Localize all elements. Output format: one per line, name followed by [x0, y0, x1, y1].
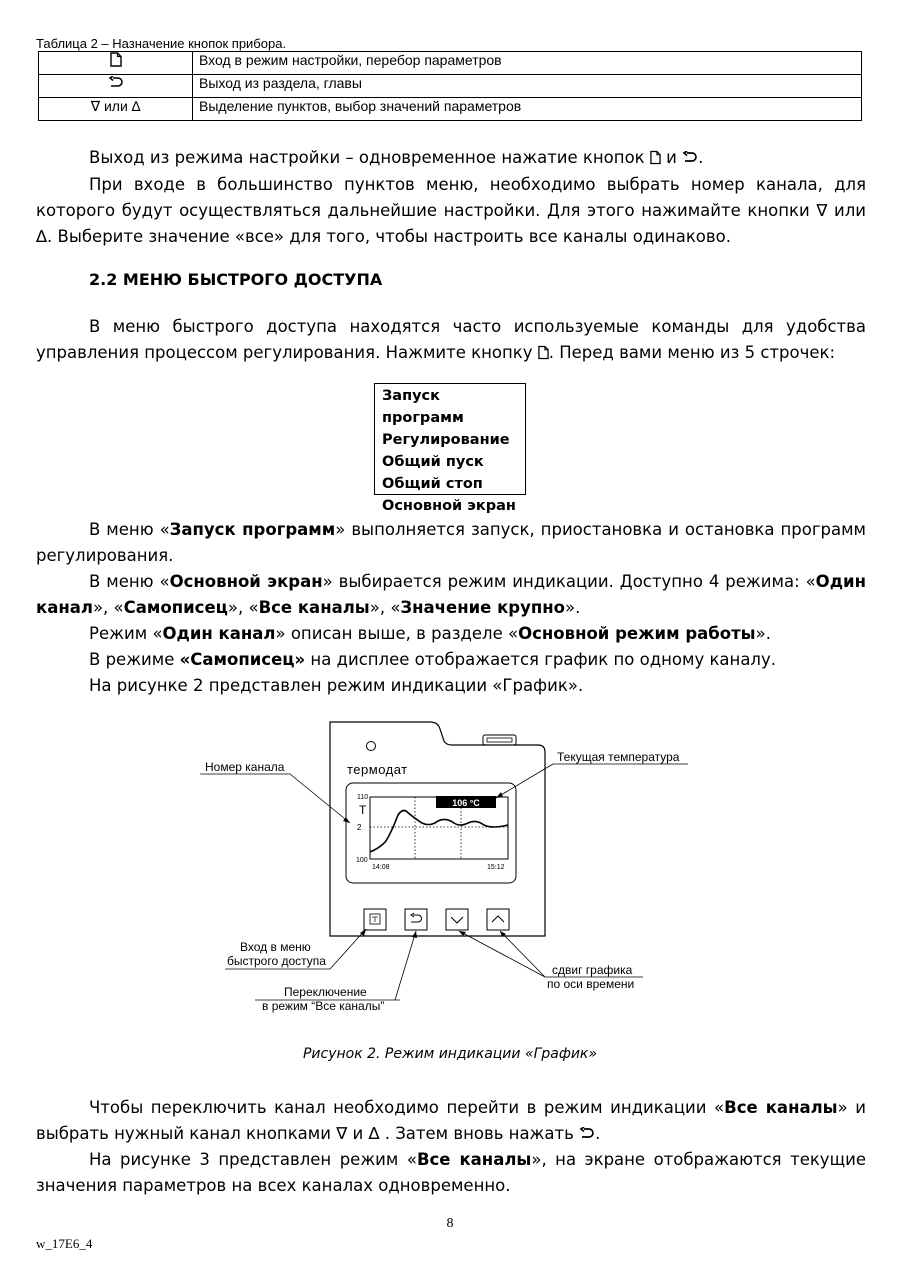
- text: Чтобы переключить канал необходимо перейти в режим индикации «: [89, 1098, 725, 1117]
- bold-text: Основной режим работы: [518, 624, 756, 643]
- bold-text: Самописец: [123, 598, 228, 617]
- section-heading: 2.2 МЕНЮ БЫСТРОГО ДОСТУПА: [89, 270, 383, 289]
- quick-menu-item: Регулирование: [382, 432, 510, 448]
- text: На рисунке 3 представлен режим «: [89, 1150, 417, 1169]
- channel-number: 2: [357, 823, 362, 832]
- paragraph: [36, 1095, 866, 1147]
- text: » описан выше, в разделе «: [275, 624, 519, 643]
- text: », «: [369, 598, 401, 617]
- text: ».: [565, 598, 581, 617]
- y-max-label: 110: [357, 794, 369, 801]
- paragraph: [36, 569, 866, 621]
- callout-quick-line1: Вход в меню: [240, 940, 311, 954]
- callout-leader: [500, 931, 545, 977]
- bold-text: Значение крупно: [400, 598, 565, 617]
- table-cell-symbol: [39, 75, 193, 98]
- bold-text: Все каналы: [258, 598, 370, 617]
- text: », «: [92, 598, 124, 617]
- paragraph: [36, 647, 866, 673]
- text: » выполняется запуск, приостановка и остановка программ регулирования.: [36, 520, 866, 565]
- paragraph: На рисунке 2 представлен режим индикации «График».: [89, 676, 584, 695]
- bold-text: Один канал: [162, 624, 276, 643]
- callout-shift-line1: сдвиг графика: [552, 963, 633, 977]
- bold-text: «Самописец»: [179, 650, 306, 669]
- table-cell-description: Выделение пунктов, выбор значений параметров: [193, 98, 862, 121]
- quick-menu-item: Основной экран: [382, 498, 516, 514]
- return-icon: [108, 76, 124, 90]
- text: Режим «: [89, 624, 163, 643]
- text: », «: [227, 598, 259, 617]
- page-icon: [110, 52, 122, 67]
- page-icon: [538, 345, 549, 360]
- text: » выбирается режим индикации. Доступно 4 режима: «: [322, 572, 816, 591]
- brand-label: термодат: [347, 762, 408, 777]
- return-icon: [579, 1127, 595, 1141]
- callout-switch-line2: в режим “Все каналы”: [262, 999, 385, 1013]
- text: . Перед вами меню из 5 строчек:: [548, 343, 836, 362]
- bold-text: Запуск программ: [169, 520, 336, 539]
- text: .: [698, 148, 704, 167]
- bold-text: Один канал: [36, 572, 866, 617]
- text: В меню «: [89, 572, 170, 591]
- text: », на экране отображаются текущие значения параметров на всех каналах одновременно.: [36, 1150, 866, 1195]
- table-caption: Таблица 2 – Назначение кнопок прибора.: [36, 36, 287, 51]
- callout-temp-label: Текущая температура: [557, 750, 680, 764]
- text: В режиме: [89, 650, 180, 669]
- figure-caption: Рисунок 2. Режим индикации «График»: [302, 1046, 598, 1062]
- table-cell-description: Вход в режим настройки, перебор параметров: [193, 52, 862, 75]
- table-row: [39, 98, 862, 121]
- document-code: w_17E6_4: [36, 1236, 93, 1251]
- page-number: 8: [446, 1216, 454, 1231]
- paragraph: [36, 1147, 866, 1199]
- text: » и выбрать нужный канал кнопками ∇ и ∆ . Затем вновь нажать: [36, 1098, 866, 1143]
- paragraph: [36, 517, 866, 569]
- table-cell-symbol: [39, 52, 193, 75]
- callout-leader: [459, 931, 545, 977]
- text: и: [660, 148, 683, 167]
- table-cell-symbol: ∇ или ∆: [39, 98, 193, 121]
- time-start-label: 14:08: [372, 864, 390, 871]
- y-min-label: 100: [356, 857, 368, 864]
- quick-menu-box: [374, 383, 526, 514]
- buttons-table: [38, 51, 862, 121]
- callout-leader: [395, 931, 416, 1000]
- callout-shift-line2: по оси времени: [547, 977, 635, 991]
- return-icon: [682, 151, 698, 165]
- callout-channel-label: Номер канала: [205, 760, 285, 774]
- text: на дисплее отображается график по одному каналу.: [305, 650, 776, 669]
- table-row: [39, 52, 862, 75]
- bold-text: Основной экран: [169, 572, 323, 591]
- time-end-label: 15:12: [487, 864, 505, 871]
- temp-readout: 106 °C: [452, 798, 480, 808]
- paragraph: [36, 314, 866, 366]
- table-cell-description: Выход из раздела, главы: [193, 75, 862, 98]
- device-body: [330, 722, 545, 936]
- callout-quick-line2: быстрого доступа: [227, 954, 326, 968]
- paragraph: [36, 621, 866, 647]
- bold-text: Все каналы: [416, 1150, 532, 1169]
- text: ».: [755, 624, 771, 643]
- quick-menu-item: Общий пуск: [382, 454, 484, 470]
- quick-menu-item: Общий стоп: [382, 476, 483, 492]
- text: В меню быстрого доступа находятся часто используемые команды для удобства управления процессом регулирования. Нажмите кнопку: [36, 317, 866, 362]
- channel-letter: T: [359, 803, 367, 817]
- page-icon: [650, 150, 661, 165]
- quick-menu-item: Запуск программ: [382, 388, 464, 426]
- text: Выход из режима настройки – одновременное нажатие кнопок: [89, 148, 650, 167]
- text: .: [595, 1124, 601, 1143]
- paragraph: При входе в большинство пунктов меню, необходимо выбрать номер канала, для которого будут осуществляться дальнейшие настройки. Для этого нажимайте кнопки ∇ или ∆. Выберите значение «все» для того, чтобы настроить все каналы одинаково.: [36, 175, 866, 246]
- table-row: [39, 75, 862, 98]
- callout-switch-line1: Переключение: [284, 985, 367, 999]
- text: В меню «: [89, 520, 170, 539]
- device-figure: [0, 715, 900, 1035]
- paragraph: [36, 145, 866, 171]
- bold-text: Все каналы: [724, 1098, 838, 1117]
- usb-port-inner: [487, 738, 512, 742]
- usb-port: [483, 735, 516, 745]
